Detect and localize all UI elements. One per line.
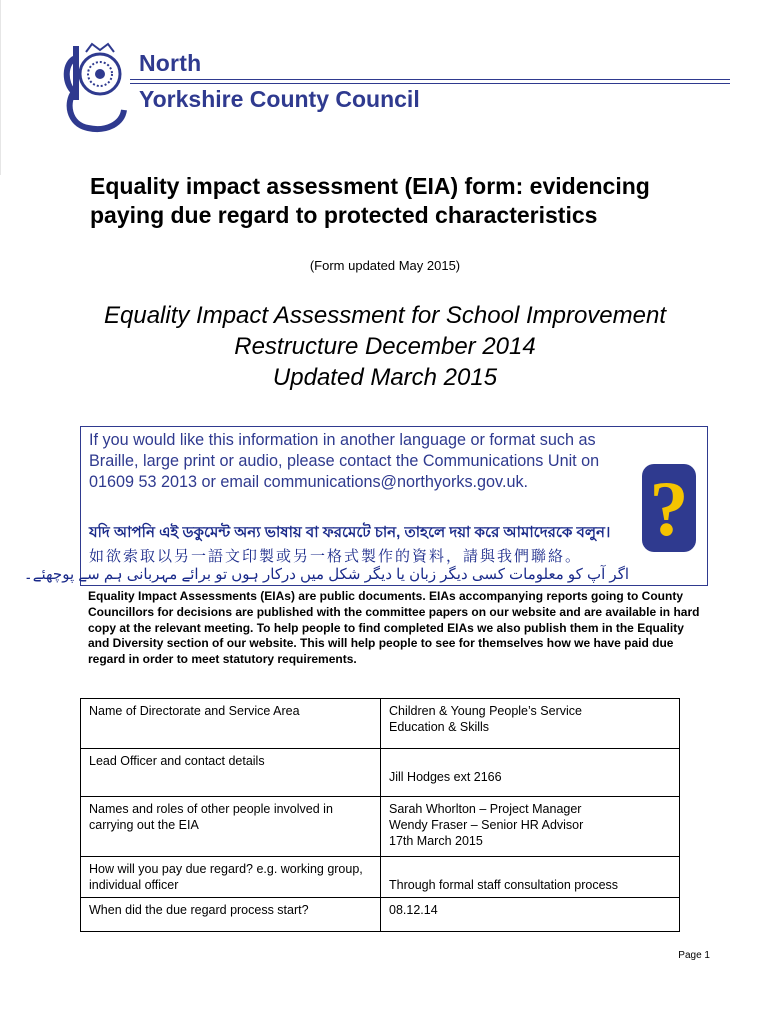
assessment-title-line: Equality Impact Assessment for School Improvement bbox=[103, 302, 666, 329]
row-label: Lead Officer and contact details bbox=[81, 749, 381, 797]
eia-details-table bbox=[80, 698, 680, 932]
row-value bbox=[381, 797, 680, 857]
question-mark-icon bbox=[641, 463, 697, 553]
row-value-line: Through formal staff consultation process bbox=[389, 878, 619, 892]
page-number: Page 1 bbox=[678, 950, 710, 961]
row-value-line: Jill Hodges ext 2166 bbox=[389, 770, 502, 784]
table-row bbox=[81, 699, 680, 749]
row-value-line: 17th March 2015 bbox=[389, 834, 483, 848]
row-value-line: Sarah Whorlton – Project Manager bbox=[389, 802, 582, 816]
row-value-line: Education & Skills bbox=[389, 720, 490, 734]
table-row bbox=[81, 797, 680, 857]
alternative-format-box bbox=[23, 426, 708, 586]
council-logo bbox=[62, 38, 422, 138]
header-rule bbox=[130, 79, 730, 80]
row-value-line: 08.12.14 bbox=[389, 903, 438, 917]
row-value-line: Children & Young People’s Service bbox=[389, 704, 582, 718]
table-row bbox=[81, 749, 680, 797]
row-value-line: Wendy Fraser – Senior HR Advisor bbox=[389, 818, 584, 832]
row-value bbox=[381, 749, 680, 797]
form-updated-note: (Form updated May 2015) bbox=[309, 258, 461, 273]
row-label: Names and roles of other people involved in carrying out the EIA bbox=[81, 797, 381, 857]
bengali-line: যদি আপনি এই ডকুমেন্ট অন্য ভাষায় বা ফরমেটে চান, তাহলে দয়া করে আমাদেরকে বলুন। bbox=[89, 524, 611, 541]
urdu-line: اگر آپ کو معلومات کسی دیگر زبان یا دیگر شکل میں درکار ہوں تو برائے مہربانی ہم سے پوچھئے۔ bbox=[23, 566, 629, 583]
row-label: Name of Directorate and Service Area bbox=[81, 699, 381, 749]
chinese-line: 如欲索取以另一語文印製或另一格式製作的資料，請與我們聯絡。 bbox=[89, 548, 583, 565]
row-label: When did the due regard process start? bbox=[81, 898, 381, 932]
logo-text-council: Yorkshire County Council bbox=[139, 86, 420, 112]
page-edge-line bbox=[0, 0, 1, 175]
assessment-title-line: Restructure December 2014 bbox=[234, 333, 536, 360]
row-value bbox=[381, 699, 680, 749]
assessment-title-line: Updated March 2015 bbox=[272, 364, 498, 391]
table-row bbox=[81, 898, 680, 932]
header-rule bbox=[130, 83, 730, 84]
table-row bbox=[81, 857, 680, 898]
row-value bbox=[381, 857, 680, 898]
eia-public-note: Equality Impact Assessments (EIAs) are public documents. EIAs accompanying reports going to County Councillors for decisions are published with the committee papers on our website and are available in hard copy at the relevant meeting. To help people to find completed EIAs we also publish them in the Equality and Diversity section of our website. This will help people to see for themselves how we have paid due regard in order to meet statutory requirements. bbox=[88, 589, 700, 667]
row-label: How will you pay due regard? e.g. working group, individual officer bbox=[81, 857, 381, 898]
alternative-format-text: If you would like this information in another language or format such as Braille, large print or audio, please contact the Communications Unit on 01609 53 2013 or email communications@northyorks.gov.uk. bbox=[89, 431, 600, 491]
council-crest-icon bbox=[62, 40, 130, 136]
assessment-title bbox=[50, 300, 720, 393]
svg-text:?: ? bbox=[649, 465, 689, 552]
row-value bbox=[381, 898, 680, 932]
page-title: Equality impact assessment (EIA) form: evidencing paying due regard to protected characteristics bbox=[90, 173, 650, 228]
logo-text-north: North bbox=[139, 50, 202, 76]
